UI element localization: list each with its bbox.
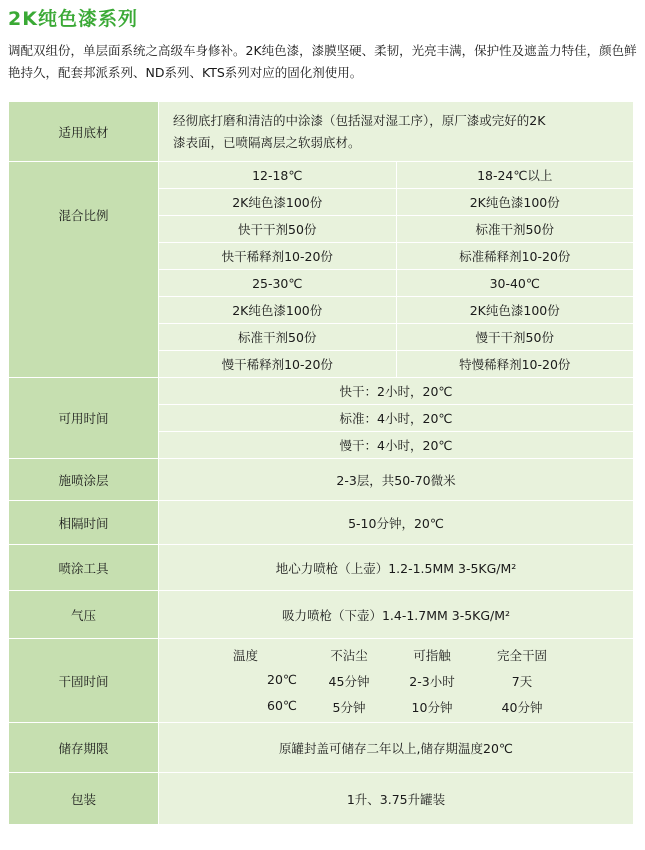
mix-cell: 2K纯色漆100份: [396, 297, 634, 324]
mix-cell: 18-24℃以上: [396, 162, 634, 189]
mix-cell: 12-18℃: [159, 162, 397, 189]
drying-cell: 7天: [511, 673, 533, 689]
mix-cell: 快干稀释剂10-20份: [159, 243, 397, 270]
label-substrate: 适用底材: [9, 102, 159, 162]
drying-cell: 40分钟: [501, 699, 543, 715]
drying-cell: 5分钟: [332, 699, 366, 715]
label-coats: 施喷涂层: [9, 459, 159, 501]
potlife-line: 标准：4小时，20℃: [159, 405, 634, 432]
value-gun: 地心力喷枪（上壶）1.2-1.5MM 3-5KG/M²: [159, 545, 634, 591]
mix-cell: 2K纯色漆100份: [159, 297, 397, 324]
mix-cell: 30-40℃: [396, 270, 634, 297]
drying-cell: 完全干固: [496, 647, 547, 663]
drying-cell: 10分钟: [411, 699, 453, 715]
drying-cell: 60℃: [267, 697, 297, 713]
drying-cell: 20℃: [267, 671, 297, 687]
mix-cell: 慢干稀释剂10-20份: [159, 351, 397, 378]
mix-cell: 慢干干剂50份: [396, 324, 634, 351]
label-mix: 混合比例: [9, 162, 159, 378]
spec-table: [8, 101, 634, 825]
label-storage: 储存期限: [9, 723, 159, 773]
value-storage: 原罐封盖可储存二年以上,储存期温度20℃: [159, 723, 634, 773]
drying-cell: 不沾尘: [330, 647, 368, 663]
value-flash: 5-10分钟，20℃: [159, 501, 634, 545]
label-drying: 干固时间: [9, 639, 159, 723]
mix-cell: 标准干剂50份: [159, 324, 397, 351]
drying-cell: 可指触: [413, 647, 451, 663]
drying-cell: 45分钟: [328, 673, 370, 689]
mix-cell: 特慢稀释剂10-20份: [396, 351, 634, 378]
label-gun: 喷涂工具: [9, 545, 159, 591]
mix-cell: 25-30℃: [159, 270, 397, 297]
mix-cell: 快干干剂50份: [159, 216, 397, 243]
mix-cell: 标准干剂50份: [396, 216, 634, 243]
intro-paragraph: 调配双组份，单层面系统之高级车身修补。2K纯色漆，漆膜坚硬、柔韧，光亮丰满，保护性及遮盖力特佳，颜色鲜艳持久，配套邦派系列、ND系列、KTS系列对应的固化剂使用。: [8, 43, 637, 80]
potlife-line: 快干：2小时，20℃: [159, 378, 634, 405]
mix-cell: 标准稀释剂10-20份: [396, 243, 634, 270]
value-packing: 1升、3.75升罐装: [159, 773, 634, 825]
mix-cell: 2K纯色漆100份: [159, 189, 397, 216]
value-coats: 2-3层，共50-70微米: [159, 459, 634, 501]
label-packing: 包装: [9, 773, 159, 825]
label-flash: 相隔时间: [9, 501, 159, 545]
drying-cell: 温度: [233, 647, 259, 663]
value-drying: [159, 639, 634, 723]
drying-cell: 2-3小时: [409, 673, 455, 689]
label-potlife: 可用时间: [9, 378, 159, 459]
mix-cell: 2K纯色漆100份: [396, 189, 634, 216]
label-pressure: 气压: [9, 591, 159, 639]
page-title: 2K纯色漆系列: [8, 8, 138, 30]
potlife-line: 慢干：4小时，20℃: [159, 432, 634, 459]
value-substrate: 经彻底打磨和清洁的中涂漆（包括湿对湿工序），原厂漆或完好的2K漆表面，已喷隔离层之软弱底材。: [159, 102, 634, 162]
value-pressure: 吸力喷枪（下壶）1.4-1.7MM 3-5KG/M²: [159, 591, 634, 639]
